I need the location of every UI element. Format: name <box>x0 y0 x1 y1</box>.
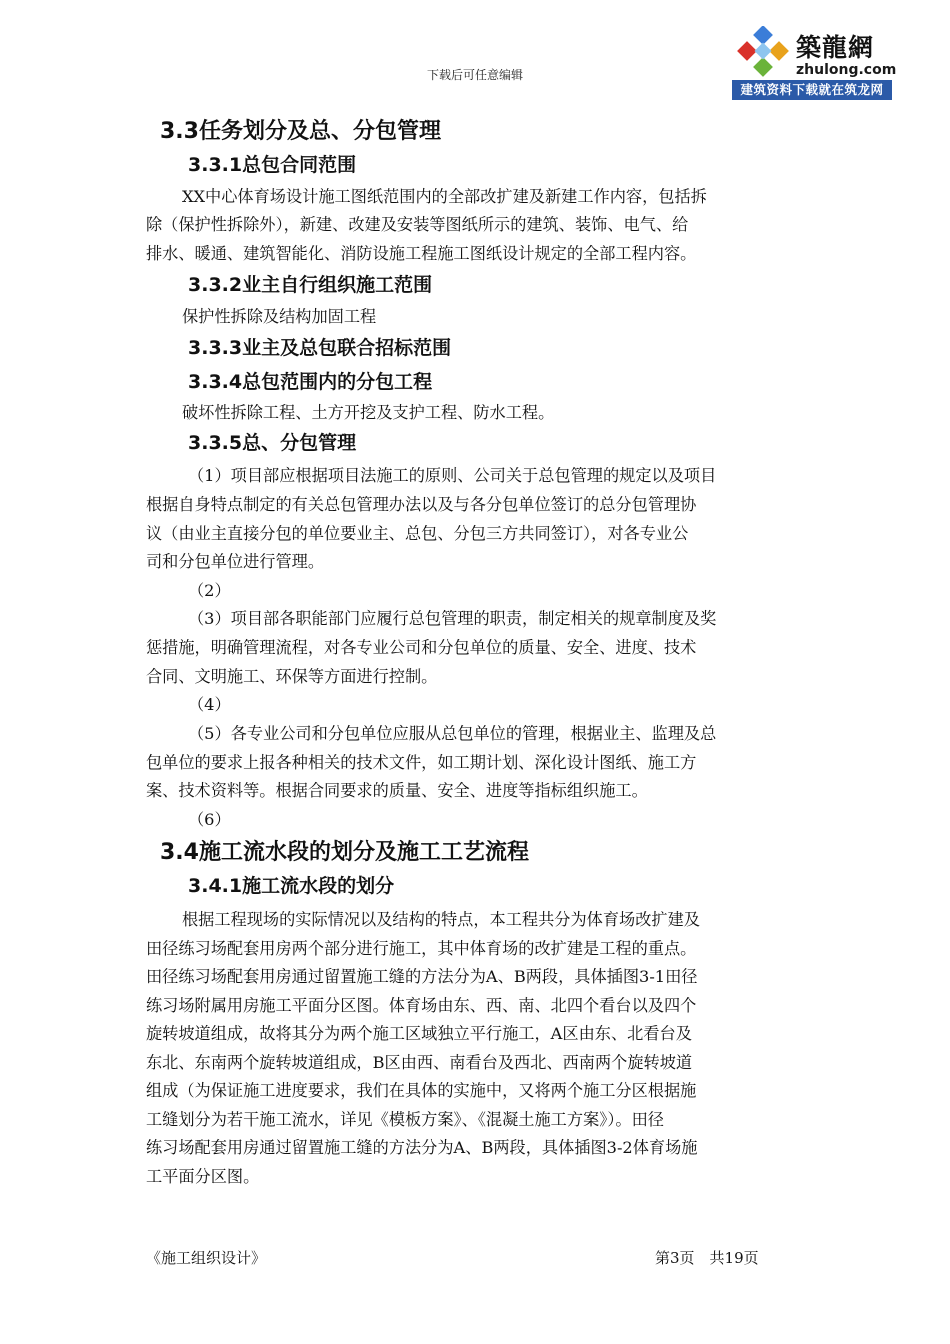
logo-slogan: 建筑资料下载就在筑龙网 <box>732 80 892 100</box>
paragraph-line: 根据工程现场的实际情况以及结构的特点，本工程共分为体育场改扩建及 <box>182 910 700 929</box>
paragraph-line: 工平面分区图。 <box>146 1167 260 1186</box>
paragraph-line: 保护性拆除及结构加固工程 <box>182 307 377 326</box>
paragraph-line: 旋转坡道组成，故将其分为两个施工区域独立平行施工，A区由东、北看台及 <box>146 1024 692 1043</box>
paragraph-line: 工缝划分为若干施工流水，详见《模板方案》、《混凝土施工方案》）。田径 <box>146 1110 664 1129</box>
paragraph-line: 组成（为保证施工进度要求，我们在具体的实施中，又将两个施工分区根据施 <box>146 1081 697 1100</box>
paragraph-line: 练习场配套用房通过留置施工缝的方法分为A、B两段，具体插图3-2体育场施 <box>146 1138 698 1157</box>
heading-3-3-2: 3.3.2业主自行组织施工范围 <box>188 274 433 296</box>
paragraph-line: 惩措施，明确管理流程，对各专业公司和分包单位的质量、安全、进度、技术 <box>146 638 697 657</box>
paragraph-line: XX中心体育场设计施工图纸范围内的全部改扩建及新建工作内容，包括拆 <box>182 187 707 206</box>
paragraph-line: （4） <box>188 695 231 714</box>
paragraph-line: （6） <box>188 810 231 829</box>
zhulong-logo <box>732 22 897 100</box>
paragraph-line: 除（保护性拆除外），新建、改建及安装等图纸所示的建筑、装饰、电气、给 <box>146 215 689 234</box>
paragraph-line: （1）项目部应根据项目法施工的原则、公司关于总包管理的规定以及项目 <box>188 466 717 485</box>
footer-document-title: 《施工组织设计》 <box>146 1249 267 1267</box>
paragraph-line: 练习场附属用房施工平面分区图。体育场由东、西、南、北四个看台以及四个 <box>146 996 697 1015</box>
paragraph-line: 排水、暖通、建筑智能化、消防设施工程施工图纸设计规定的全部工程内容。 <box>146 244 697 263</box>
paragraph-line: 议（由业主直接分包的单位要业主、总包、分包三方共同签订），对各专业公 <box>146 524 689 543</box>
logo-chinese-name: 築龍網 <box>796 33 875 62</box>
heading-3-3-5: 3.3.5总、分包管理 <box>188 432 357 454</box>
header-note: 下载后可任意编辑 <box>426 68 523 82</box>
paragraph-line: 合同、文明施工、环保等方面进行控制。 <box>146 667 438 686</box>
paragraph-line: 田径练习场配套用房两个部分进行施工，其中体育场的改扩建是工程的重点。 <box>146 939 697 958</box>
paragraph-line: 根据自身特点制定的有关总包管理办法以及与各分包单位签订的总分包管理协 <box>146 495 697 514</box>
paragraph-line: （3）项目部各职能部门应履行总包管理的职责，制定相关的规章制度及奖 <box>188 609 717 628</box>
paragraph-line: 包单位的要求上报各种相关的技术文件，如工期计划、深化设计图纸、施工方 <box>146 753 697 772</box>
logo-domain: zhulong.com <box>796 62 897 78</box>
heading-3-3-1: 3.3.1总包合同范围 <box>188 154 357 176</box>
footer-page-number: 第3页 共19页 <box>655 1249 759 1267</box>
paragraph-line: 司和分包单位进行管理。 <box>146 552 325 571</box>
heading-3-4-1: 3.4.1施工流水段的划分 <box>188 875 395 897</box>
paragraph-line: 案、技术资料等。根据合同要求的质量、安全、进度等指标组织施工。 <box>146 781 648 800</box>
paragraph-line: （5）各专业公司和分包单位应服从总包单位的管理，根据业主、监理及总 <box>188 724 717 743</box>
heading-3-3-4: 3.3.4总包范围内的分包工程 <box>188 371 433 393</box>
heading-3-3-3: 3.3.3业主及总包联合招标范围 <box>188 337 452 359</box>
logo-mark-icon <box>736 26 790 80</box>
heading-3-4: 3.4施工流水段的划分及施工工艺流程 <box>160 840 529 865</box>
paragraph-line: 东北、东南两个旋转坡道组成，B区由西、南看台及西北、西南两个旋转坡道 <box>146 1053 693 1072</box>
paragraph-line: 田径练习场配套用房通过留置施工缝的方法分为A、B两段，具体插图3-1田径 <box>146 967 698 986</box>
paragraph-line: （2） <box>188 581 231 600</box>
heading-3-3: 3.3任务划分及总、分包管理 <box>160 119 441 144</box>
paragraph-line: 破坏性拆除工程、土方开挖及支护工程、防水工程。 <box>182 403 555 422</box>
